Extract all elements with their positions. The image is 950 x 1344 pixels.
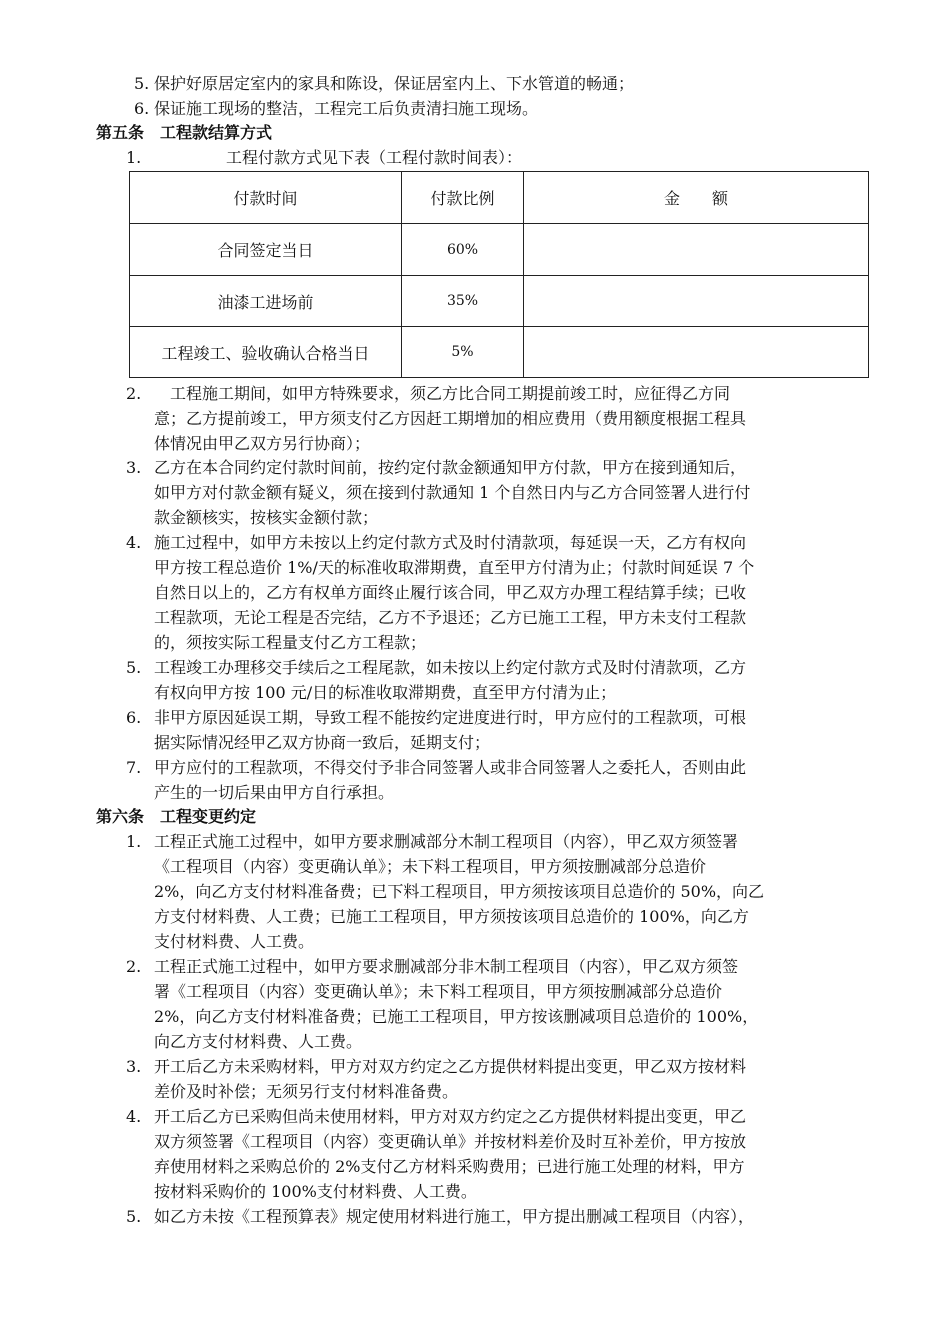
table-row <box>130 276 869 327</box>
list-item-line: 《工程项目（内容）变更确认单》；未下料工程项目，甲方须按删减部分总造价 <box>154 857 707 876</box>
list-number: 4. <box>126 1107 142 1126</box>
list-number: 7. <box>126 758 142 777</box>
list-item-text: 工程付款方式见下表（工程付款时间表）： <box>226 148 523 167</box>
list-item-line: 施工过程中，如甲方未按以上约定付款方式及时付清款项，每延误一天，乙方有权向 <box>154 533 747 552</box>
header-payment-ratio: 付款比例 <box>402 172 524 224</box>
list-item-line: 双方须签署《工程项目（内容）变更确认单》并按材料差价及时互补差价，甲方按放 <box>154 1132 747 1151</box>
table-header-row <box>130 172 869 224</box>
cell-payment-ratio: 35% <box>402 276 524 327</box>
list-item-text: 保证施工现场的整洁，工程完工后负责清扫施工现场。 <box>154 99 539 118</box>
payment-schedule-table <box>129 171 869 378</box>
list-item-line: 工程正式施工过程中，如甲方要求删减部分木制工程项目（内容），甲乙双方须签署 <box>154 832 739 851</box>
cell-amount <box>524 327 869 378</box>
list-item-line: 的，须按实际工程量支付乙方工程款； <box>154 633 427 652</box>
list-item-line: 体情况由甲乙双方另行协商）； <box>154 434 371 453</box>
list-item-line: 工程款项，无论工程是否完结，乙方不予退还；乙方已施工工程，甲方未支付工程款 <box>154 608 747 627</box>
list-item-line: 署《工程项目（内容）变更确认单》；未下料工程项目，甲方须按删减部分总造价 <box>154 982 723 1001</box>
list-item-line: 乙方在本合同约定付款时间前，按约定付款金额通知甲方付款，甲方在接到通知后， <box>154 458 747 477</box>
list-item-line: 如乙方未按《工程预算表》规定使用材料进行施工，甲方提出删减工程项目（内容）， <box>154 1207 755 1226</box>
list-number: 5. <box>134 74 150 93</box>
list-item-line: 意；乙方提前竣工，甲方须支付乙方因赶工期增加的相应费用（费用额度根据工程具 <box>154 409 747 428</box>
list-number: 3. <box>126 1057 142 1076</box>
list-number: 1. <box>126 148 142 167</box>
cell-payment-ratio: 5% <box>402 327 524 378</box>
list-item-line: 甲方应付的工程款项，不得交付予非合同签署人或非合同签署人之委托人，否则由此 <box>154 758 747 777</box>
list-item-line: 如甲方对付款金额有疑义，须在接到付款通知 1 个自然日内与乙方合同签署人进行付 <box>154 483 751 502</box>
list-item-line: 开工后乙方已采购但尚未使用材料，甲方对双方约定之乙方提供材料提出变更，甲乙 <box>154 1107 747 1126</box>
list-item-line: 差价及时补偿；无须另行支付材料准备费。 <box>154 1082 459 1101</box>
list-number: 1. <box>126 832 142 851</box>
list-number: 6. <box>126 708 142 727</box>
list-item-line: 弃使用材料之采购总价的 2%支付乙方材料采购费用；已进行施工处理的材料，甲方 <box>154 1157 745 1176</box>
cell-payment-time: 工程竣工、验收确认合格当日 <box>130 327 402 378</box>
cell-payment-time: 合同签定当日 <box>130 224 402 276</box>
cell-payment-time: 油漆工进场前 <box>130 276 402 327</box>
list-item-line: 据实际情况经甲乙双方协商一致后，延期支付； <box>154 733 491 752</box>
cell-payment-ratio: 60% <box>402 224 524 276</box>
list-item-line: 向乙方支付材料费、人工费。 <box>154 1032 363 1051</box>
list-number: 5. <box>126 1207 142 1226</box>
cell-amount <box>524 224 869 276</box>
section-5-title: 第五条 工程款结算方式 <box>96 123 273 142</box>
list-item-line: 产生的一切后果由甲方自行承担。 <box>154 783 395 802</box>
cell-amount <box>524 276 869 327</box>
list-number: 3. <box>126 458 142 477</box>
list-item-line: 工程施工期间，如甲方特殊要求，须乙方比合同工期提前竣工时，应征得乙方同 <box>154 384 731 403</box>
list-item-text: 保护好原居定室内的家具和陈设，保证居室内上、下水管道的畅通； <box>154 74 635 93</box>
list-item-line: 2%，向乙方支付材料准备费；已施工工程项目，甲方按该删减项目总造价的 100%， <box>154 1007 759 1026</box>
list-number: 2. <box>126 384 142 403</box>
list-item-line: 甲方按工程总造价 1%/天的标准收取滞期费，直至甲方付清为止；付款时间延误 7 个 <box>154 558 755 577</box>
header-payment-time: 付款时间 <box>130 172 402 224</box>
table-row <box>130 224 869 276</box>
list-number: 6. <box>134 99 150 118</box>
list-item-line: 自然日以上的，乙方有权单方面终止履行该合同，甲乙双方办理工程结算手续；已收 <box>154 583 747 602</box>
list-item-line: 按材料采购价的 100%支付材料费、人工费。 <box>154 1182 477 1201</box>
list-number: 4. <box>126 533 142 552</box>
list-item-line: 2%，向乙方支付材料准备费；已下料工程项目，甲方须按该项目总造价的 50%，向乙 <box>154 882 765 901</box>
list-item-line: 工程竣工办理移交手续后之工程尾款，如未按以上约定付款方式及时付清款项，乙方 <box>154 658 747 677</box>
list-item-line: 方支付材料费、人工费；已施工工程项目，甲方须按该项目总造价的 100%，向乙方 <box>154 907 749 926</box>
list-item-line: 支付材料费、人工费。 <box>154 932 315 951</box>
list-number: 2. <box>126 957 142 976</box>
list-item-line: 工程正式施工过程中，如甲方要求删减部分非木制工程项目（内容），甲乙双方须签 <box>154 957 739 976</box>
header-amount: 金 额 <box>524 172 869 224</box>
table-row <box>130 327 869 378</box>
list-item-line: 开工后乙方未采购材料，甲方对双方约定之乙方提供材料提出变更，甲乙双方按材料 <box>154 1057 747 1076</box>
list-item-line: 有权向甲方按 100 元/日的标准收取滞期费，直至甲方付清为止； <box>154 683 617 702</box>
list-number: 5. <box>126 658 142 677</box>
list-item-line: 款金额核实，按核实金额付款； <box>154 508 379 527</box>
list-item-line: 非甲方原因延误工期，导致工程不能按约定进度进行时，甲方应付的工程款项，可根 <box>154 708 747 727</box>
section-6-title: 第六条 工程变更约定 <box>96 807 257 826</box>
